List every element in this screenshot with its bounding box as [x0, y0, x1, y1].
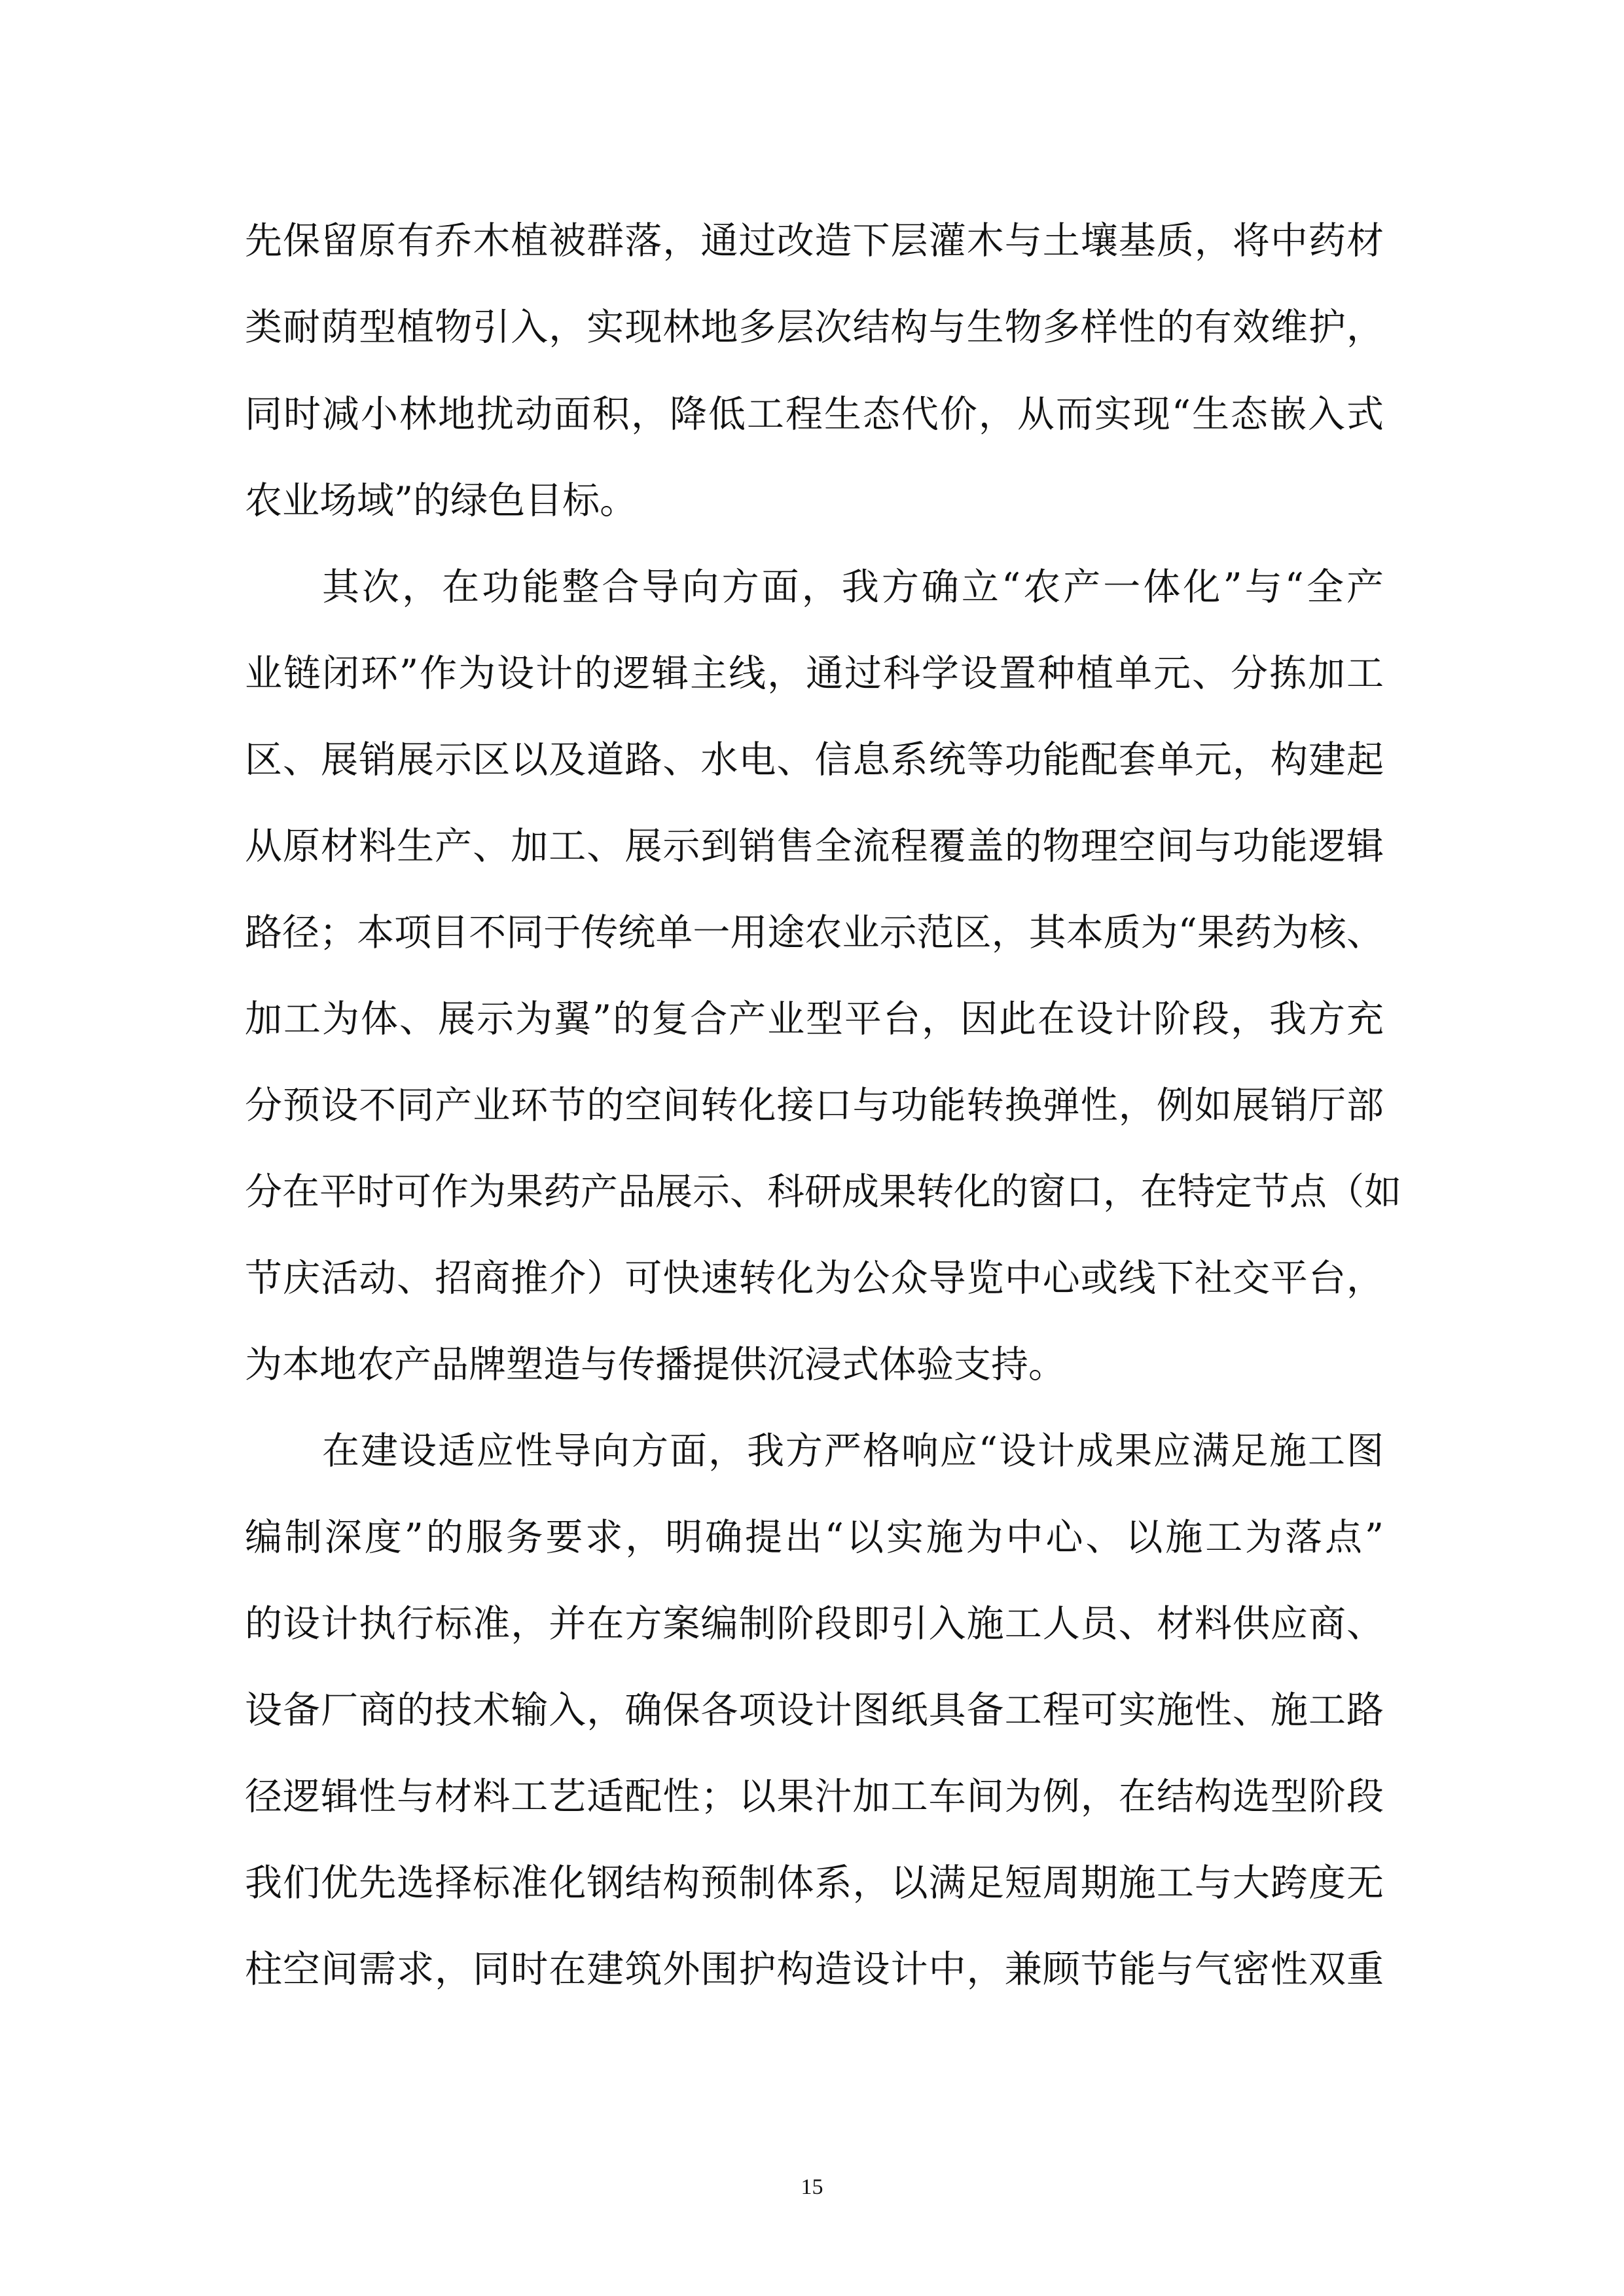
paragraph-2-line-3: 区、展销展示区以及道路、水电、信息系统等功能配套单元，构建起: [245, 738, 1384, 781]
paragraph-2-line-4: 从原材料生产、加工、展示到销售全流程覆盖的物理空间与功能逻辑: [245, 825, 1384, 868]
paragraph-2-line-8: 分在平时可作为果药产品展示、科研成果转化的窗口，在特定节点（如: [245, 1170, 1401, 1213]
paragraph-2-line-10: 为本地农产品牌塑造与传播提供沉浸式体验支持。: [245, 1343, 1066, 1386]
paragraph-3-line-2: 编制深度”的服务要求，明确提出“以实施为中心、以施工为落点”: [245, 1516, 1384, 1559]
paragraph-3-line-1: 在建设适应性导向方面，我方严格响应“设计成果应满足施工图: [322, 1429, 1384, 1473]
paragraph-2-line-2: 业链闭环”作为设计的逻辑主线，通过科学设置种植单元、分拣加工: [245, 652, 1384, 695]
paragraph-1-line-1: 先保留原有乔木植被群落，通过改造下层灌木与土壤基质，将中药材: [245, 219, 1384, 262]
page-number: 15: [801, 2175, 823, 2199]
paragraph-2-line-7: 分预设不同产业环节的空间转化接口与功能转换弹性，例如展销厅部: [245, 1084, 1384, 1127]
paragraph-3-line-4: 设备厂商的技术输入，确保各项设计图纸具备工程可实施性、施工路: [245, 1689, 1384, 1732]
paragraph-3-line-6: 我们优先选择标准化钢结构预制体系，以满足短周期施工与大跨度无: [245, 1861, 1384, 1905]
paragraph-1-line-2: 类耐荫型植物引入，实现林地多层次结构与生物多样性的有效维护，: [245, 306, 1384, 349]
paragraph-2-line-9: 节庆活动、招商推介）可快速转化为公众导览中心或线下社交平台，: [245, 1257, 1384, 1300]
paragraph-2-line-6: 加工为体、展示为翼”的复合产业型平台，因此在设计阶段，我方充: [245, 997, 1384, 1041]
paragraph-1-line-4: 农业场域”的绿色目标。: [245, 479, 638, 522]
paragraph-1-line-3: 同时减小林地扰动面积，降低工程生态代价，从而实现“生态嵌入式: [245, 393, 1384, 436]
paragraph-3-line-5: 径逻辑性与材料工艺适配性；以果汁加工车间为例，在结构选型阶段: [245, 1775, 1384, 1818]
paragraph-2-line-1: 其次，在功能整合导向方面，我方确立“农产一体化”与“全产: [322, 565, 1384, 609]
paragraph-3-line-3: 的设计执行标准，并在方案编制阶段即引入施工人员、材料供应商、: [245, 1602, 1384, 1645]
paragraph-2-line-5: 路径；本项目不同于传统单一用途农业示范区，其本质为“果药为核、: [245, 911, 1384, 954]
paragraph-3-line-7: 柱空间需求，同时在建筑外围护构造设计中，兼顾节能与气密性双重: [245, 1948, 1384, 1991]
